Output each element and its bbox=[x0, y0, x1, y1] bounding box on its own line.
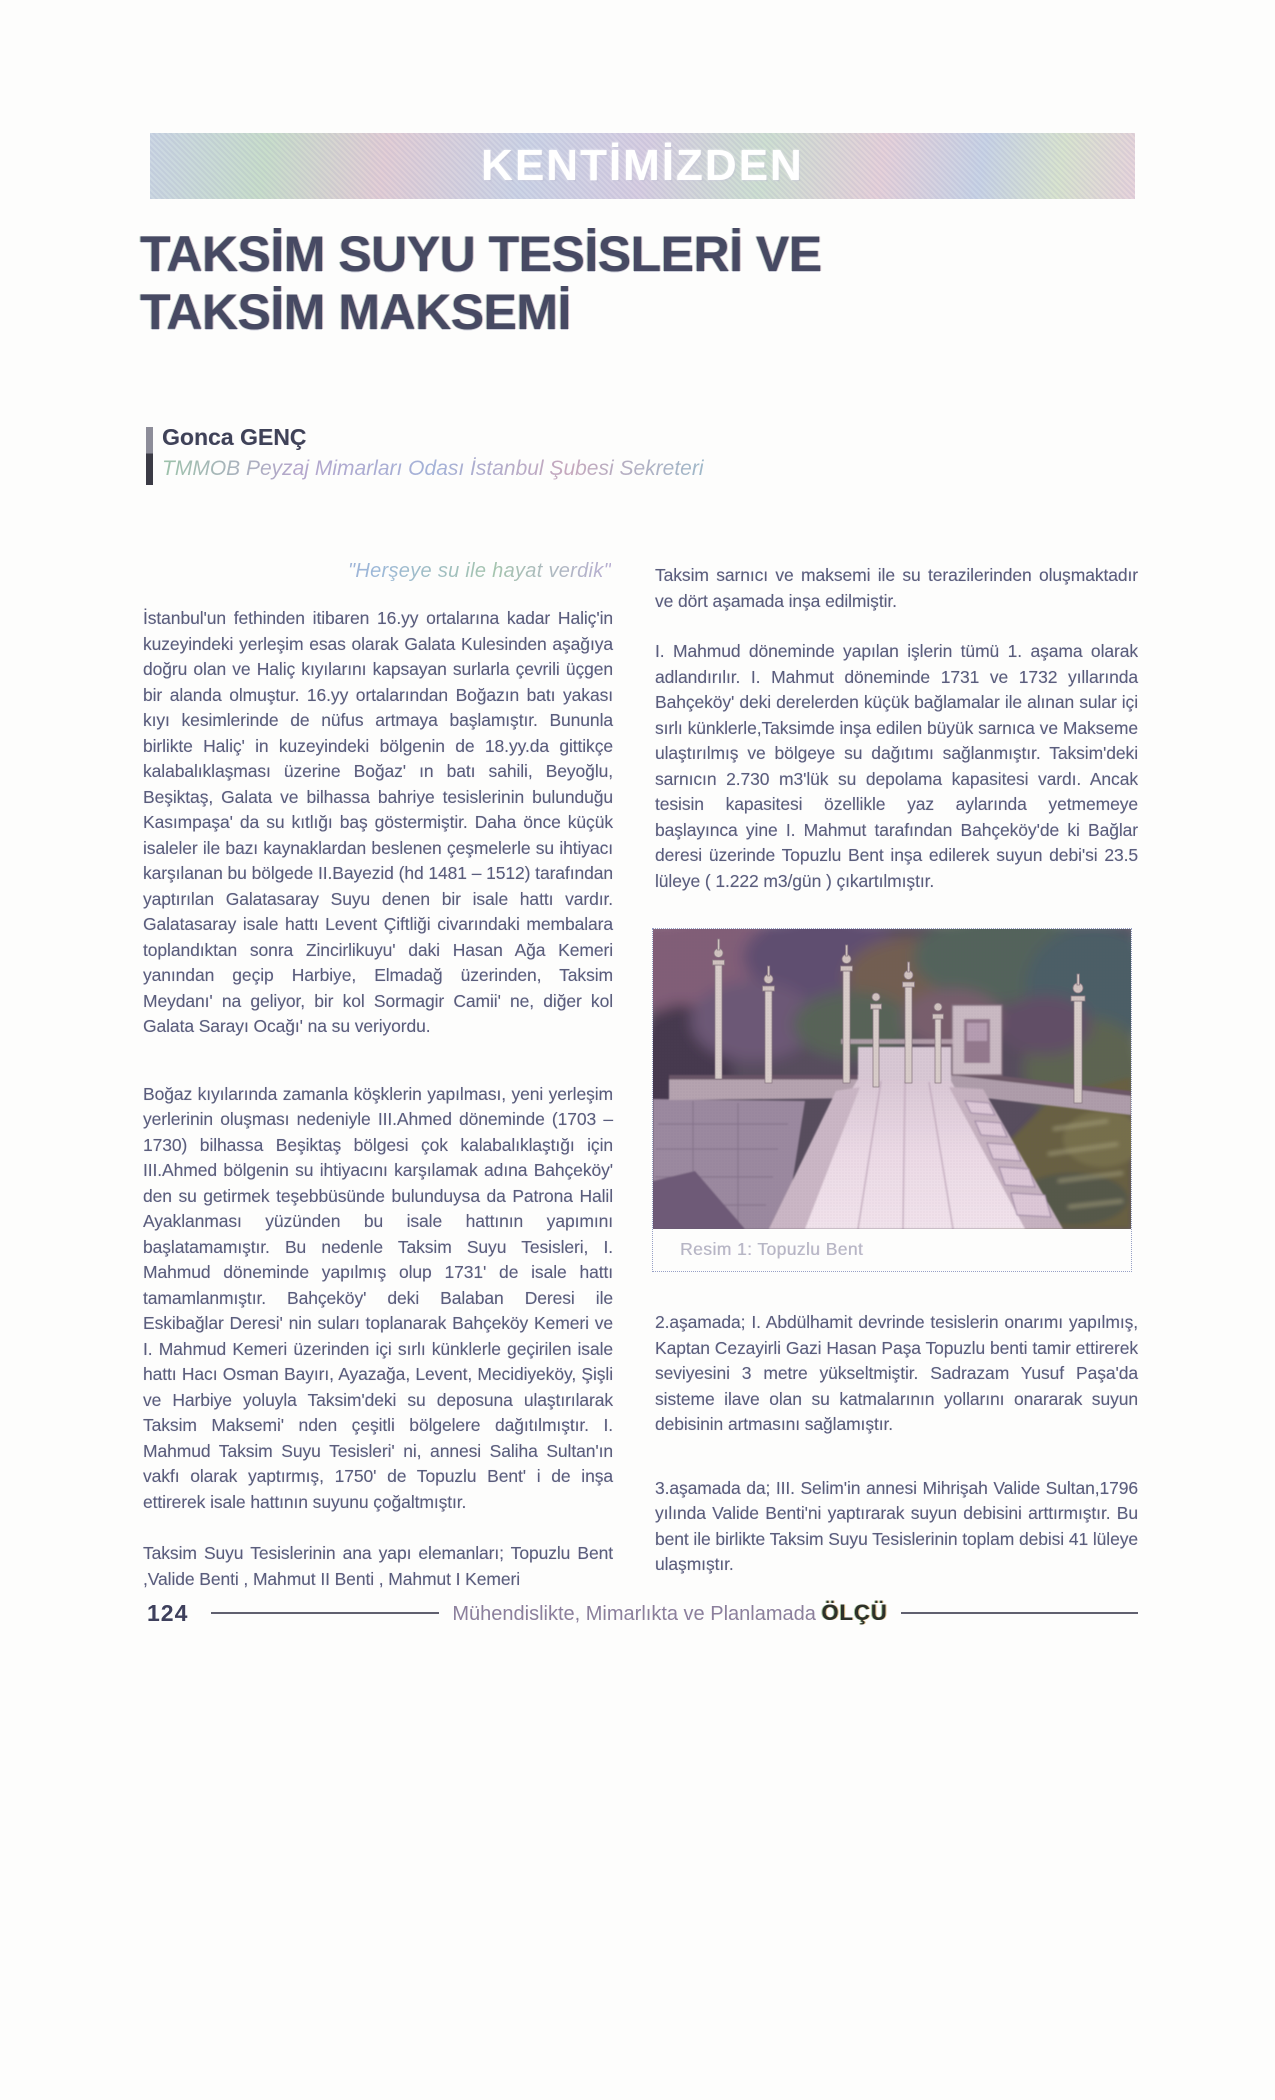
figure-topuzlu-bent bbox=[652, 928, 1132, 1272]
journal-tagline: Mühendislikte, Mimarlıkta ve Planlamada bbox=[452, 1603, 816, 1625]
author-name: Gonca GENÇ bbox=[162, 424, 307, 450]
body-paragraph: I. Mahmud döneminde yapılan işlerin tümü 1. aşama olarak adlandırılır. I. Mahmut döneminde 1731 ve 1732 yıllarında Bahçeköy' deki derelerden küçük bağlamalar ile alınan sular içi sırlı künklerle,Taksimde inşa edilen büyük sarnıca ve Makseme ulaştırılmış ve bölgeye su dağıtımı sağlanmıştır. Taksim'deki sarnıcın 2.730 m3'lük su depolama kapasitesi vardı. Ancak tesisin kapasitesi özellikle yaz aylarında yetmemeye başlayınca yine I. Mahmut tarafından Bahçeköy'de ki Bağlar deresi üzerinde Topuzlu Bent inşa edilerek suyun debi'si 23.5 lüleye ( 1.222 m3/gün ) çıkartılmıştır. bbox=[655, 641, 1138, 891]
footer-rule-left bbox=[211, 1612, 439, 1614]
epigraph-quote: "Herşeye su ile hayat verdik" bbox=[143, 560, 611, 583]
body-paragraph: Boğaz kıyılarında zamanla köşklerin yapılması, yeni yerleşim yerlerinin oluşması nedeniyle III.Ahmed döneminde (1703 – 1730) bilhassa Beşiktaş bölgesi çok kalabalıklaştığı için III.Ahmed bölgenin su ihtiyacını karşılamak adına Bahçeköy' den su getirmek teşebbüsünde bulunduysa da Patrona Halil Ayaklanması yüzünden bu isale hattının yapımını başlatamamıştır. Bu nedenle Taksim Suyu Tesisleri, I. Mahmud döneminde yapılmış olup 1731' de isale hattı tamamlanmıştır. Bahçeköy' deki Balaban Deresi ile Eskibağlar Deresi' nin suları toplanarak Bahçeköy Kemeri ve I. Mahmud Kemeri üzerinden içi sırlı künklerle geçirilen isale hattı Hacı Osman Bayırı, Ayazağa, Levent, Mecidiyeköy, Şişli ve Harbiye yoluyla Taksim'deki su deposuna ulaştırılarak Taksim Maksemi' nden çeşitli bölgelere dağıtılmıştır. I. Mahmud Taksim Suyu Tesisleri' ni, annesi Saliha Sultan'ın vakfı olarak yaptırmış, 1750' de Topuzlu Bent' i de inşa ettirerek isale hattının suyunu çoğaltmıştır. bbox=[143, 1083, 613, 1512]
page-footer bbox=[147, 1598, 1138, 1628]
left-column bbox=[143, 606, 613, 1592]
journal-name bbox=[452, 1600, 887, 1626]
body-paragraph: İstanbul'un fethinden itibaren 16.yy ortalarına kadar Haliç'in kuzeyindeki yerleşim esas olarak Galata Kulesinden aşağıya doğru olan ve Haliç kıyılarını kapsayan surlarla çevrili üçgen bir alanda olmuştur. 16.yy ortalarından Boğazın batı yakası kıyı kesimlerinde de nüfus artmaya başlamıştır. Bununla birlikte Haliç' in kuzeyindeki bölgenin de 18.yy.da gittikçe kalabalıklaşması üzerine Boğaz' ın batı sahili, Beyoğlu, Beşiktaş, Galata ve bilhassa bahriye tesislerinin bulunduğu Kasımpaşa' da su kıtlığı baş göstermiştir. Daha önce küçük isaleler ile bazı kaynaklardan beslenen çeşmelerle su ihtiyacı karşılanan bu bölgede II.Bayezid (hd 1481 – 1512) tarafından yaptırılan Galatasaray Suyu denen bir isale hattı vardır. Galatasaray isale hattı Levent Çiftliği civarındaki membalara toplandıktan sonra Zincirlikuyu' daki Hasan Ağa Kemeri yanından geçip Harbiye, Elmadağ üzerinden, Taksim Meydanı' na geliyor, bir kol Sormagir Camii' ne, diğer kol Galata Sarayı Ocağı' na su veriyordu. bbox=[143, 608, 613, 1036]
journal-logo: ÖLÇÜ bbox=[821, 1600, 888, 1625]
author-accent-bar bbox=[146, 427, 153, 485]
right-column bbox=[655, 563, 1138, 1578]
article-title bbox=[140, 225, 822, 341]
article-title-line1: TAKSİM SUYU TESİSLERİ VE bbox=[140, 226, 822, 282]
author-block bbox=[146, 424, 704, 481]
section-band-label: KENTİMİZDEN bbox=[481, 141, 804, 190]
body-paragraph: 3.aşamada da; III. Selim'in annesi Mihrişah Valide Sultan,1796 yılında Valide Benti'ni yaptırarak suyun debisini arttırmıştır. Bu bent ile birlikte Taksim Suyu Tesislerinin toplam debisi 41 lüleye ulaşmıştır. bbox=[655, 1477, 1138, 1574]
section-band bbox=[150, 133, 1135, 199]
body-paragraph: Taksim Suyu Tesislerinin ana yapı elemanları; Topuzlu Bent ,Valide Benti , Mahmut II Benti , Mahmut I Kemeri bbox=[143, 1543, 613, 1589]
article-title-line2: TAKSİM MAKSEMİ bbox=[140, 284, 571, 340]
footer-rule-right bbox=[901, 1612, 1138, 1614]
figure-caption: Resim 1: Topuzlu Bent bbox=[680, 1239, 864, 1260]
body-paragraph: Taksim sarnıcı ve maksemi ile su terazilerinden oluşmaktadır ve dört aşamada inşa edilmiştir. bbox=[655, 565, 1138, 611]
page-number: 124 bbox=[147, 1599, 189, 1626]
author-affiliation: TMMOB Peyzaj Mimarları Odası İstanbul Şubesi Sekreteri bbox=[162, 457, 704, 480]
body-paragraph: 2.aşamada; I. Abdülhamit devrinde tesislerin onarımı yapılmış, Kaptan Cezayirli Gazi Hasan Paşa Topuzlu benti tamir ettirerek seviyesini 3 metre yükseltmiştir. Sadrazam Yusuf Paşa'da sisteme ilave olan su katmalarının yollarını onararak suyun debisinin artmasını sağlamıştır. bbox=[655, 1312, 1138, 1434]
topuzlu-bent-photo bbox=[653, 929, 1131, 1229]
